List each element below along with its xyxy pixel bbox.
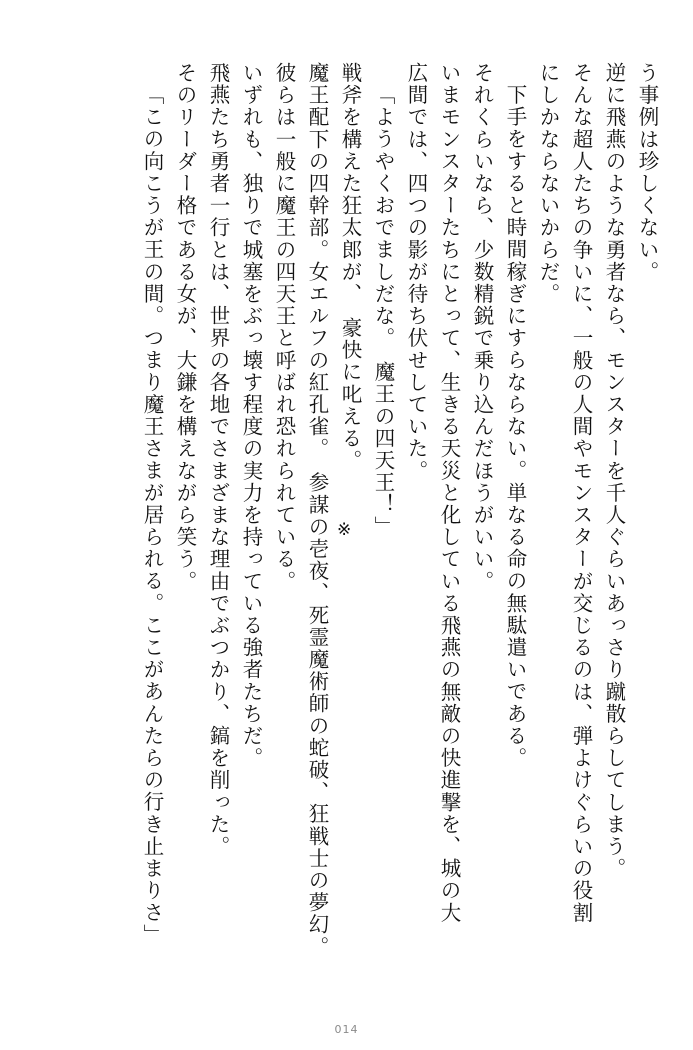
text-column-1: う事例は珍しくない。: [635, 62, 659, 283]
text-column-9: 「ようやくおでましだな。 魔王の四天王！」: [371, 84, 395, 538]
text-column-13: いずれも、独りで城塞をぶっ壊す程度の実力を持っている強者たちだ。: [239, 62, 263, 770]
text-column-12: 彼らは一般に魔王の四天王と呼ばれ恐れられている。: [272, 62, 296, 593]
text-column-5: 下手をすると時間稼ぎにすらならない。単なる命の無駄遣いである。: [503, 84, 527, 770]
text-column-4: にしかならないからだ。: [536, 62, 560, 306]
section-marker: ※: [337, 520, 352, 540]
text-column-10: 戦斧を構えた狂太郎が、 豪快に叱える。: [338, 62, 362, 472]
text-column-14: 飛燕たち勇者一行とは、世界の各地でさまざまな理由でぶつかり、鎬を削った。: [206, 62, 230, 858]
text-column-11: 魔王配下の四幹部。女エルフの紅孔雀。 参謀の壱夜、死霊魔術師の蛇破、狂戦士の夢幻。: [305, 62, 329, 958]
text-column-16: 「この向こうが王の間。つまり魔王さまが居られる。ここがあんたらの行き止まりさ」: [140, 84, 164, 946]
text-column-7: いまモンスターたちにとって、生きる天災と化している飛燕の無敵の快進撃を、城の大: [437, 62, 461, 924]
text-column-8: 広間では、四つの影が待ち伏せしていた。: [404, 62, 428, 482]
page-number: 014: [334, 1023, 359, 1036]
text-column-6: それくらいなら、少数精鋭で乗り込んだほうがいい。: [470, 62, 494, 593]
text-column-2: 逆に飛燕のような勇者なら、モンスターを千人ぐらいあっさり蹴散らしてしまう。: [602, 62, 626, 880]
text-column-15: そのリーダー格である女が、大鎌を構えながら笑う。: [173, 62, 197, 593]
text-column-3: そんな超人たちの争いに、一般の人間やモンスターが交じるのは、弾よけぐらいの役割: [569, 62, 593, 924]
